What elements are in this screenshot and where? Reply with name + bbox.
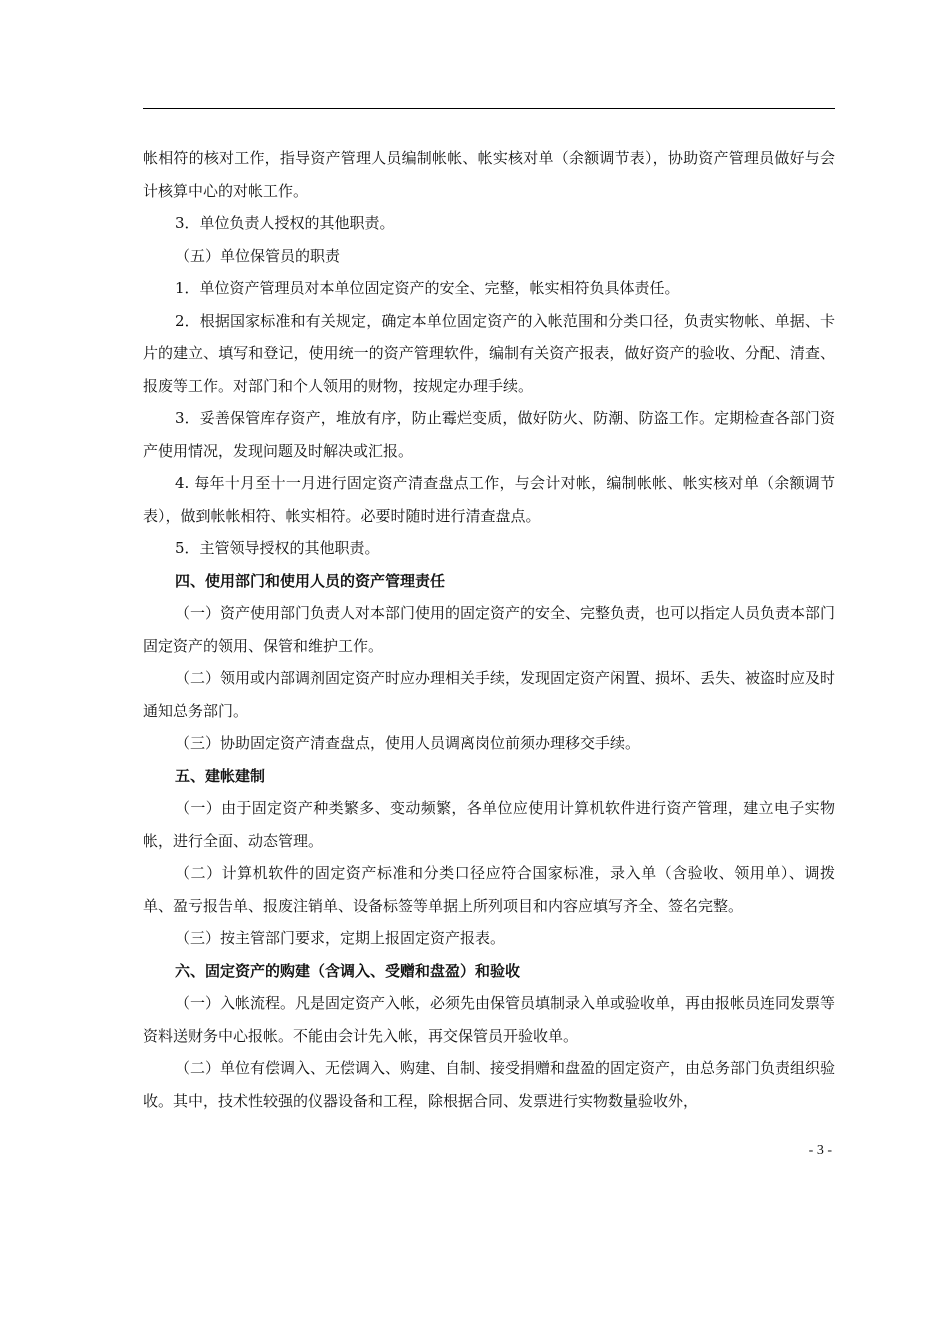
paragraph: 1．单位资产管理员对本单位固定资产的安全、完整，帐实相符负具体责任。 (175, 279, 680, 297)
paragraph: （一）由于固定资产种类繁多、变动频繁，各单位应使用计算机软件进行资产管理，建立电子实物帐，进行全面、动态管理。 (143, 799, 835, 850)
paragraph: 2．根据国家标准和有关规定，确定本单位固定资产的入帐范围和分类口径，负责实物帐、单据、卡片的建立、填写和登记，使用统一的资产管理软件，编制有关资产报表，做好资产的验收、分配、清查、报废等工作。对部门和个人领用的财物，按规定办理手续。 (143, 311, 835, 395)
paragraph: （二）单位有偿调入、无偿调入、购建、自制、接受捐赠和盘盈的固定资产，由总务部门负责组织验收。其中，技术性较强的仪器设备和工程，除根据合同、发票进行实物数量验收外， (143, 1059, 836, 1110)
section-heading: 四、使用部门和使用人员的资产管理责任 (175, 571, 446, 590)
section-heading: 五、建帐建制 (175, 766, 266, 785)
paragraph: （一）入帐流程。凡是固定资产入帐，必须先由保管员填制录入单或验收单，再由报帐员连同发票等资料送财务中心报帐。不能由会计先入帐，再交保管员开验收单。 (143, 994, 836, 1045)
paragraph: （五）单位保管员的职责 (175, 246, 341, 265)
paragraph: 4. 每年十月至十一月进行固定资产清查盘点工作，与会计对帐，编制帐帐、帐实核对单（余额调节表），做到帐帐相符、帐实相符。必要时随时进行清查盘点。 (143, 474, 835, 525)
paragraph: （一）资产使用部门负责人对本部门使用的固定资产的安全、完整负责，也可以指定人员负责本部门固定资产的领用、保管和维护工作。 (143, 604, 836, 655)
paragraph: 5．主管领导授权的其他职责。 (175, 539, 380, 557)
paragraph: （二）领用或内部调剂固定资产时应办理相关手续，发现固定资产闲置、损坏、丢失、被盗时应及时通知总务部门。 (143, 669, 836, 720)
paragraph: 3．单位负责人授权的其他职责。 (175, 214, 395, 232)
paragraph: 3．妥善保管库存资产，堆放有序，防止霉烂变质，做好防火、防潮、防盗工作。定期检查各部门资产使用情况，发现问题及时解决或汇报。 (143, 409, 835, 460)
section-heading: 六、固定资产的购建（含调入、受赠和盘盈）和验收 (175, 961, 521, 980)
paragraph: （二）计算机软件的固定资产标准和分类口径应符合国家标准，录入单（含验收、领用单）、调拨单、盈亏报告单、报废注销单、设备标签等单据上所列项目和内容应填写齐全、签名完整。 (143, 864, 835, 915)
header-rule (143, 108, 835, 109)
paragraph: （三）协助固定资产清查盘点，使用人员调离岗位前须办理移交手续。 (175, 734, 641, 752)
page-number: - 3 - (808, 1143, 832, 1158)
paragraph: （三）按主管部门要求，定期上报固定资产报表。 (175, 929, 506, 947)
document-body (143, 142, 835, 1117)
paragraph: 帐相符的核对工作，指导资产管理人员编制帐帐、帐实核对单（余额调节表），协助资产管理员做好与会计核算中心的对帐工作。 (143, 149, 835, 200)
